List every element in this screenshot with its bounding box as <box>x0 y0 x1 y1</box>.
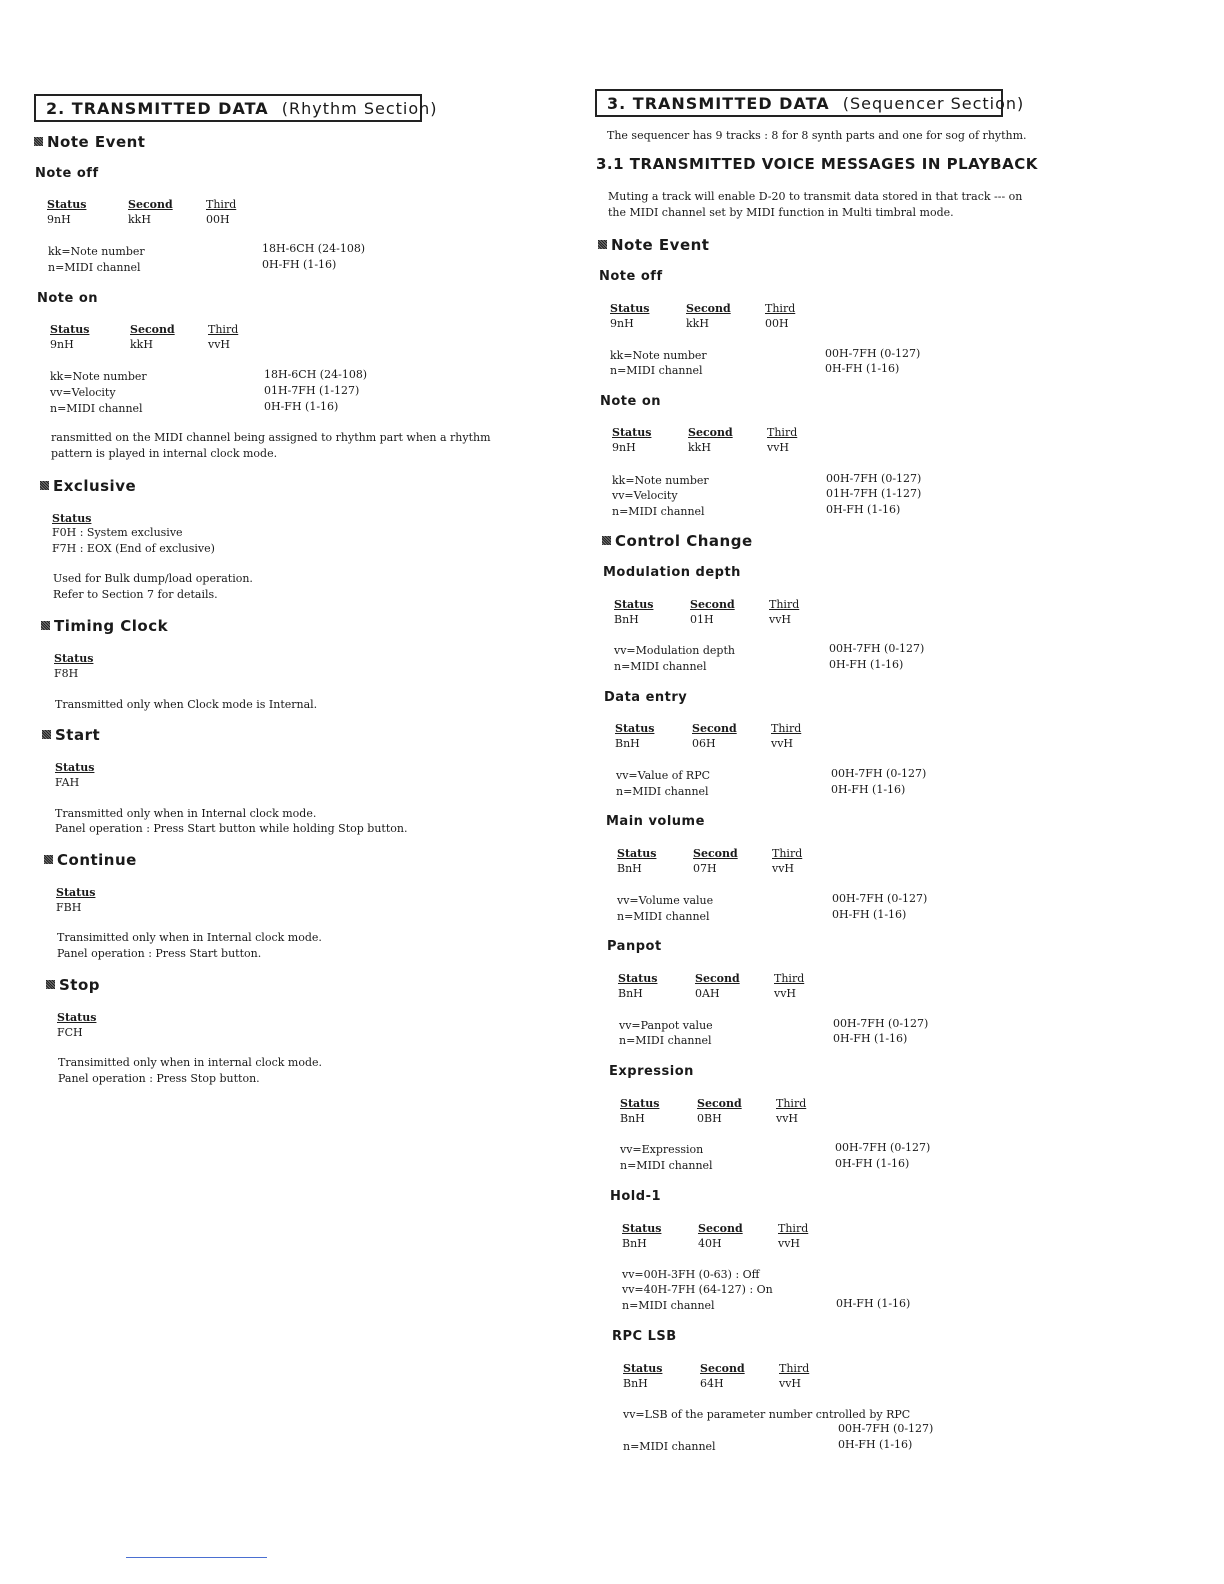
heading-note-off: Note off <box>35 166 99 181</box>
heading-data-entry: Data entry <box>604 690 688 705</box>
desc-range: 00H-7FH (0-127) <box>826 472 922 485</box>
value-status: BnH <box>623 1377 648 1390</box>
value-status: 9nH <box>50 338 74 351</box>
timing-remark: Transmitted only when Clock mode is Internal. <box>55 698 318 711</box>
stop-remark: Panel operation : Press Stop button. <box>58 1072 260 1085</box>
desc-range: 0H-FH (1-16) <box>831 783 906 796</box>
desc-range: 0H-FH (1-16) <box>835 1157 910 1170</box>
col-status: Status <box>617 847 657 860</box>
desc-label: n=MIDI channel <box>617 910 710 923</box>
desc-label: n=MIDI channel <box>622 1299 715 1312</box>
desc-range: 00H-7FH (0-127) <box>832 892 928 905</box>
value-third: vvH <box>772 862 795 875</box>
muting-line: the MIDI channel set by MIDI function in Multi timbral mode. <box>608 206 954 219</box>
desc-range: 00H-7FH (0-127) <box>833 1017 929 1030</box>
col-status: Status <box>615 722 655 735</box>
desc-label: vv=Expression <box>620 1143 704 1156</box>
heading-expression: Expression <box>609 1064 694 1079</box>
heading-rpc-lsb: RPC LSB <box>612 1329 677 1344</box>
desc-range: 0H-FH (1-16) <box>836 1297 911 1310</box>
desc-label: vv=Velocity <box>612 489 678 502</box>
col-third: Third <box>769 598 800 611</box>
desc-label: n=MIDI channel <box>610 364 703 377</box>
col-status: Status <box>54 652 94 665</box>
value-third: vvH <box>776 1112 799 1125</box>
col-second: Second <box>688 426 733 439</box>
value-status: 9nH <box>47 213 71 226</box>
desc-label: kk=Note number <box>48 245 145 258</box>
heading-note-on: Note on <box>600 394 662 409</box>
square-bullet-icon <box>41 621 50 630</box>
desc-label: vv=Value of RPC <box>616 769 711 782</box>
col-second: Second <box>698 1222 743 1235</box>
square-bullet-icon <box>602 536 611 545</box>
value-status: 9nH <box>610 317 634 330</box>
desc-range: 0H-FH (1-16) <box>826 503 901 516</box>
desc-range: 00H-7FH (0-127) <box>835 1141 931 1154</box>
value-status: BnH <box>614 613 639 626</box>
square-bullet-icon <box>46 980 55 989</box>
col-third: Third <box>776 1097 807 1110</box>
value-second: 40H <box>698 1237 722 1250</box>
exclusive-line: F7H : EOX (End of exclusive) <box>52 542 215 555</box>
col-second: Second <box>700 1362 745 1375</box>
square-bullet-icon <box>42 730 51 739</box>
col-third: Third <box>771 722 802 735</box>
col-status: Status <box>623 1362 663 1375</box>
value-second: 01H <box>690 613 714 626</box>
exclusive-remark: Used for Bulk dump/load operation. <box>53 572 253 585</box>
heading-exclusive: Exclusive <box>40 477 136 495</box>
value-second: kkH <box>688 441 711 454</box>
square-bullet-icon <box>598 240 607 249</box>
col-third: Third <box>779 1362 810 1375</box>
col-third: Third <box>767 426 798 439</box>
value-second: 07H <box>693 862 717 875</box>
col-status: Status <box>56 886 96 899</box>
col-second: Second <box>128 198 173 211</box>
heading-stop: Stop <box>46 976 100 994</box>
desc-label: kk=Note number <box>612 474 709 487</box>
desc-label: n=MIDI channel <box>614 660 707 673</box>
value-second: kkH <box>128 213 151 226</box>
title-main: 3. TRANSMITTED DATA <box>607 94 830 113</box>
stop-remark: Transimitted only when in internal clock mode. <box>58 1056 323 1069</box>
col-second: Second <box>697 1097 742 1110</box>
heading-start: Start <box>42 726 100 744</box>
heading-main-volume: Main volume <box>606 814 705 829</box>
value-third: vvH <box>778 1237 801 1250</box>
col-status: Status <box>57 1011 97 1024</box>
desc-label: vv=Volume value <box>617 894 714 907</box>
desc-label: n=MIDI channel <box>50 402 143 415</box>
value-status: BnH <box>617 862 642 875</box>
value-third: vvH <box>767 441 790 454</box>
col-second: Second <box>693 847 738 860</box>
desc-label: n=MIDI channel <box>619 1034 712 1047</box>
value-status: 9nH <box>612 441 636 454</box>
value-status: FBH <box>56 901 82 914</box>
value-third: 00H <box>206 213 230 226</box>
intro-text: The sequencer has 9 tracks : 8 for 8 synth parts and one for sog of rhythm. <box>607 129 1027 142</box>
hold-line: vv=40H-7FH (64-127) : On <box>622 1283 773 1296</box>
col-status: Status <box>47 198 87 211</box>
desc-label: kk=Note number <box>50 370 147 383</box>
value-third: 00H <box>765 317 789 330</box>
value-second: kkH <box>130 338 153 351</box>
square-bullet-icon <box>40 481 49 490</box>
heading-3-1: 3.1 TRANSMITTED VOICE MESSAGES IN PLAYBACK <box>596 155 1038 173</box>
desc-range: 0H-FH (1-16) <box>833 1032 908 1045</box>
hold-line: vv=00H-3FH (0-63) : Off <box>622 1268 760 1281</box>
value-second: 0BH <box>697 1112 722 1125</box>
col-status: Status <box>612 426 652 439</box>
value-status: F8H <box>54 667 79 680</box>
muting-line: Muting a track will enable D-20 to transmit data stored in that track --- on <box>608 190 1023 203</box>
heading-timing-clock: Timing Clock <box>41 617 168 635</box>
value-second: 06H <box>692 737 716 750</box>
desc-label: n=MIDI channel <box>620 1159 713 1172</box>
col-third: Third <box>774 972 805 985</box>
desc-range: 18H-6CH (24-108) <box>262 242 366 255</box>
value-third: vvH <box>779 1377 802 1390</box>
col-second: Second <box>686 302 731 315</box>
start-remark: Transmitted only when in Internal clock mode. <box>55 807 317 820</box>
section-title-rhythm <box>34 94 438 122</box>
desc-range: 0H-FH (1-16) <box>832 908 907 921</box>
col-second: Second <box>692 722 737 735</box>
desc-label: n=MIDI channel <box>616 785 709 798</box>
value-third: vvH <box>774 987 797 1000</box>
desc-label: n=MIDI channel <box>612 505 705 518</box>
desc-range: 00H-7FH (0-127) <box>829 642 925 655</box>
footer-rule <box>126 1557 267 1558</box>
value-status: FAH <box>55 776 80 789</box>
note-remark-line: ransmitted on the MIDI channel being assigned to rhythm part when a rhythm <box>51 431 491 444</box>
square-bullet-icon <box>34 137 43 146</box>
value-status: BnH <box>615 737 640 750</box>
col-status: Status <box>618 972 658 985</box>
col-status: Status <box>620 1097 660 1110</box>
col-third: Third <box>765 302 796 315</box>
title-main: 2. TRANSMITTED DATA <box>46 99 269 118</box>
continue-remark: Transimitted only when in Internal clock mode. <box>57 931 322 944</box>
desc-label: n=MIDI channel <box>48 261 141 274</box>
col-second: Second <box>690 598 735 611</box>
desc-range: 00H-7FH (0-127) <box>831 767 927 780</box>
desc-range: 0H-FH (1-16) <box>825 362 900 375</box>
desc-range: 01H-7FH (1-127) <box>264 384 360 397</box>
desc-label: n=MIDI channel <box>623 1440 716 1453</box>
heading-hold-1: Hold-1 <box>610 1189 662 1204</box>
heading-note-on: Note on <box>37 291 99 306</box>
note-remark-line: pattern is played in internal clock mode. <box>51 447 278 460</box>
col-second: Second <box>130 323 175 336</box>
col-status: Status <box>55 761 95 774</box>
title-sub: (Sequencer Section) <box>842 94 1025 113</box>
square-bullet-icon <box>44 855 53 864</box>
desc-range: 00H-7FH (0-127) <box>825 347 921 360</box>
col-third: Third <box>206 198 237 211</box>
col-status: Status <box>52 512 92 525</box>
col-third: Third <box>772 847 803 860</box>
value-second: 64H <box>700 1377 724 1390</box>
value-status: BnH <box>618 987 643 1000</box>
value-status: BnH <box>622 1237 647 1250</box>
col-third: Third <box>778 1222 809 1235</box>
rpc-line: vv=LSB of the parameter number cntrolled by RPC <box>623 1408 911 1421</box>
value-third: vvH <box>208 338 231 351</box>
col-second: Second <box>695 972 740 985</box>
desc-range: 00H-7FH (0-127) <box>838 1422 934 1435</box>
desc-range: 0H-FH (1-16) <box>829 658 904 671</box>
desc-label: vv=Modulation depth <box>614 644 735 657</box>
col-third: Third <box>208 323 239 336</box>
col-status: Status <box>50 323 90 336</box>
section-title-sequencer <box>595 89 1025 117</box>
value-third: vvH <box>771 737 794 750</box>
desc-range: 0H-FH (1-16) <box>262 258 337 271</box>
exclusive-remark: Refer to Section 7 for details. <box>53 588 218 601</box>
exclusive-line: F0H : System exclusive <box>52 526 183 539</box>
value-second: 0AH <box>695 987 720 1000</box>
desc-label: vv=Panpot value <box>619 1019 713 1032</box>
heading-note-event: Note Event <box>34 133 145 151</box>
col-status: Status <box>614 598 654 611</box>
heading-control-change: Control Change <box>602 532 753 550</box>
desc-range: 0H-FH (1-16) <box>838 1438 913 1451</box>
col-status: Status <box>622 1222 662 1235</box>
heading-note-off: Note off <box>599 269 663 284</box>
value-third: vvH <box>769 613 792 626</box>
heading-note-event: Note Event <box>598 236 709 254</box>
desc-range: 0H-FH (1-16) <box>264 400 339 413</box>
value-second: kkH <box>686 317 709 330</box>
heading-panpot: Panpot <box>607 939 662 954</box>
desc-label: kk=Note number <box>610 349 707 362</box>
desc-range: 18H-6CH (24-108) <box>264 368 368 381</box>
col-status: Status <box>610 302 650 315</box>
value-status: BnH <box>620 1112 645 1125</box>
value-status: FCH <box>57 1026 83 1039</box>
desc-label: vv=Velocity <box>50 386 116 399</box>
title-sub: (Rhythm Section) <box>281 99 438 118</box>
heading-modulation-depth: Modulation depth <box>603 565 741 580</box>
desc-range: 01H-7FH (1-127) <box>826 487 922 500</box>
start-remark: Panel operation : Press Start button while holding Stop button. <box>55 822 408 835</box>
heading-continue: Continue <box>44 851 137 869</box>
continue-remark: Panel operation : Press Start button. <box>57 947 262 960</box>
